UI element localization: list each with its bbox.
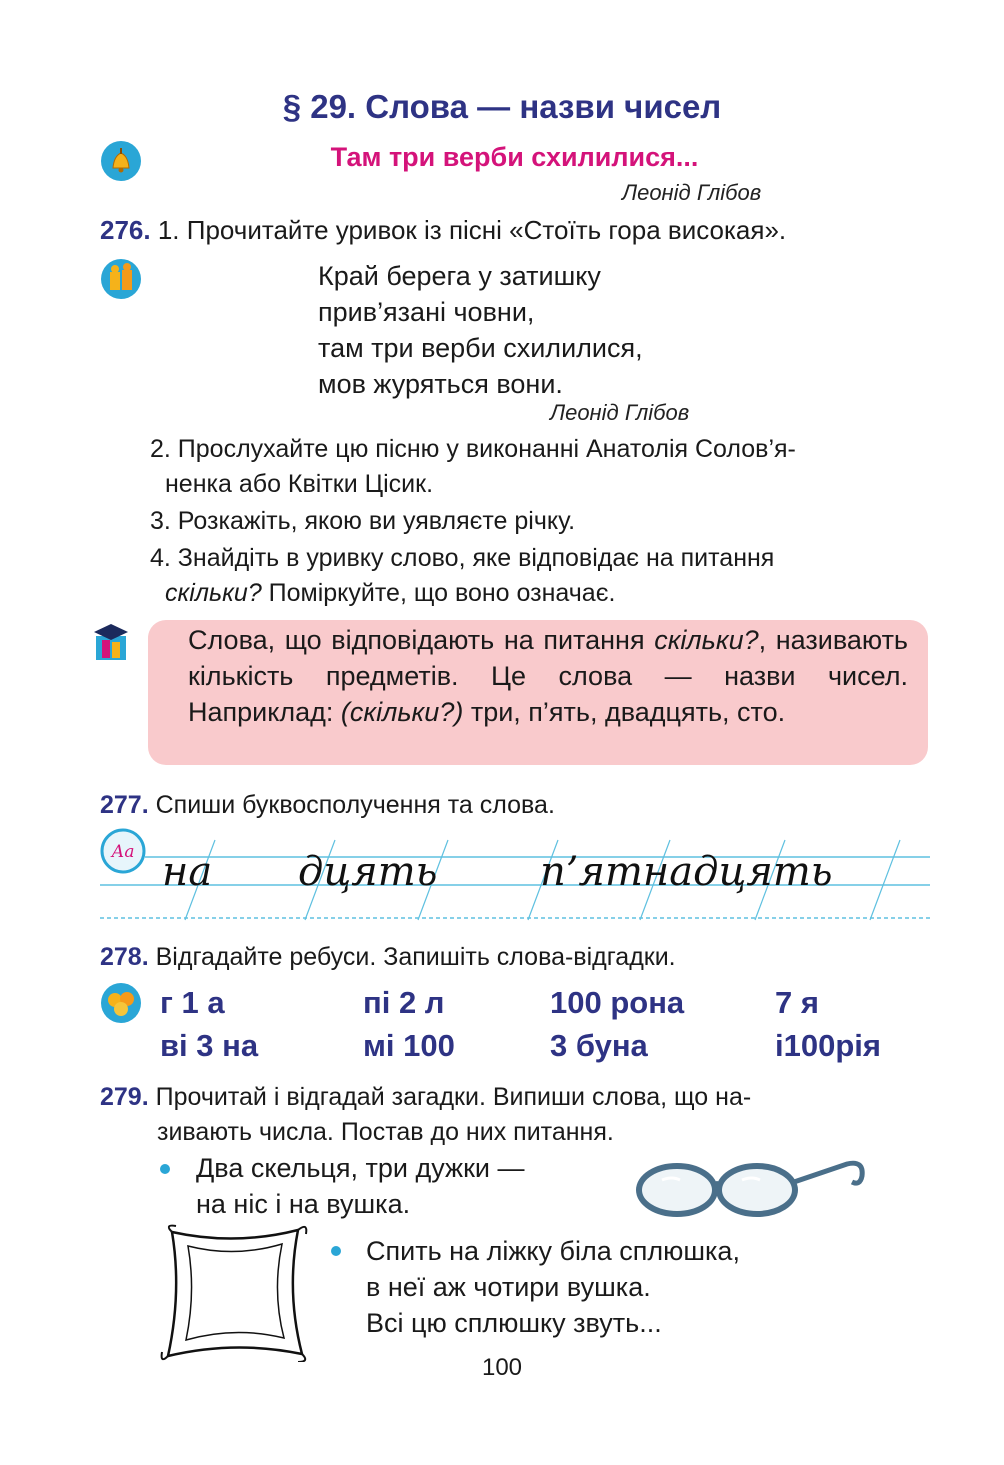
exercise-number: 278.: [100, 943, 149, 971]
task-text: 1. Прочитайте уривок із пісні «Стоїть гора високая».: [157, 215, 787, 245]
poem: [318, 258, 643, 402]
rebus: 100 рона: [550, 985, 685, 1020]
riddle-line: Спить на ліжку біла сплюшка,: [366, 1236, 740, 1266]
poem-line: мов журяться вони.: [318, 369, 563, 399]
icon-letters: Аа: [111, 842, 135, 862]
epigraph-author: Леонід Глібов: [622, 180, 762, 205]
pillow-image: [160, 1222, 310, 1362]
exercise-277: [100, 788, 555, 823]
cursive-word: на: [162, 849, 213, 895]
riddle-line: Всі цю сплюшку звуть...: [366, 1308, 662, 1338]
exercise-number: 276.: [100, 215, 151, 245]
exercise-276-task2: [150, 432, 928, 502]
bullet: [331, 1246, 341, 1256]
riddle-line: Два скельця, три дужки —: [196, 1153, 525, 1183]
rebus: 7 я: [775, 985, 819, 1020]
rebus: ві 3 на: [160, 1028, 259, 1063]
rule-part1: Слова, що відповідають на питання: [188, 625, 655, 655]
riddle-1: [196, 1150, 524, 1222]
task2-line2: ненка або Квітки Цісик.: [165, 470, 434, 498]
rebus: г 1 а: [160, 985, 225, 1020]
riddle-line: в неї аж чотири вушка.: [366, 1272, 651, 1302]
rule-part3: три, п’ять, двадцять, сто.: [463, 697, 786, 727]
rebus: і100рія: [775, 1028, 881, 1063]
task4-rest: Поміркуйте, що воно означає.: [261, 579, 616, 607]
riddle-line: на ніс і на вушка.: [196, 1189, 411, 1219]
epigraph-text: Там три верби схилилися...: [330, 142, 699, 172]
rebus: пі 2 л: [363, 985, 445, 1020]
cursive-word: п’ятнадцять: [540, 849, 833, 895]
handwriting-lines: [100, 835, 936, 930]
task4-line1: 4. Знайдіть в уривку слово, яке відповідає на питання: [150, 544, 775, 572]
cursive-word: дцять: [298, 849, 438, 895]
exercise-276-task3: 3. Розкажіть, якою ви уявляєте річку.: [150, 507, 576, 535]
riddle-2: [366, 1233, 740, 1341]
poem-line: там три верби схилилися,: [318, 333, 643, 363]
exercise-276-task4: [150, 541, 928, 611]
rule-example-question: (скільки?): [340, 697, 464, 727]
poem-line: Край берега у затишку: [318, 261, 601, 291]
task-text: Спиши буквосполучення та слова.: [155, 791, 555, 819]
rebus: 3 буна: [550, 1028, 648, 1063]
task4-line2: [150, 576, 928, 611]
exercise-number: 279.: [100, 1083, 149, 1111]
reading-icon: [100, 258, 142, 300]
task-line1: Прочитай і відгадай загадки. Випиши слова, що на-: [155, 1083, 752, 1111]
task-line2: зивають числа. Постав до них питання.: [157, 1118, 614, 1146]
task2-line1: 2. Прослухайте цю пісню у виконанні Анатолія Солов’я-: [150, 435, 796, 463]
task4-question: скільки?: [165, 579, 262, 607]
page-title: § 29. Слова — назви чисел: [282, 88, 722, 125]
poem-line: прив’язані човни,: [318, 297, 535, 327]
poem-author: Леонід Глібов: [550, 400, 690, 425]
rule-part2: , називають кількість предметів. Це слова — назви чисел. Наприклад:: [188, 625, 908, 727]
exercise-number: 277.: [100, 791, 149, 819]
graduation-cap-icon: [90, 620, 132, 662]
rule-question: скільки?: [654, 625, 759, 655]
rebus: мі 100: [363, 1028, 455, 1063]
bullet: [160, 1164, 170, 1174]
exercise-279: [100, 1080, 928, 1150]
task-text: Відгадайте ребуси. Запишіть слова-відгадки.: [155, 943, 676, 971]
exercise-276-task1: [100, 213, 786, 248]
page-number: 100: [481, 1354, 523, 1381]
exercise-278: [100, 940, 676, 975]
glasses-image: [632, 1150, 872, 1225]
coins-icon: [100, 982, 142, 1024]
rule-text: [188, 622, 908, 730]
